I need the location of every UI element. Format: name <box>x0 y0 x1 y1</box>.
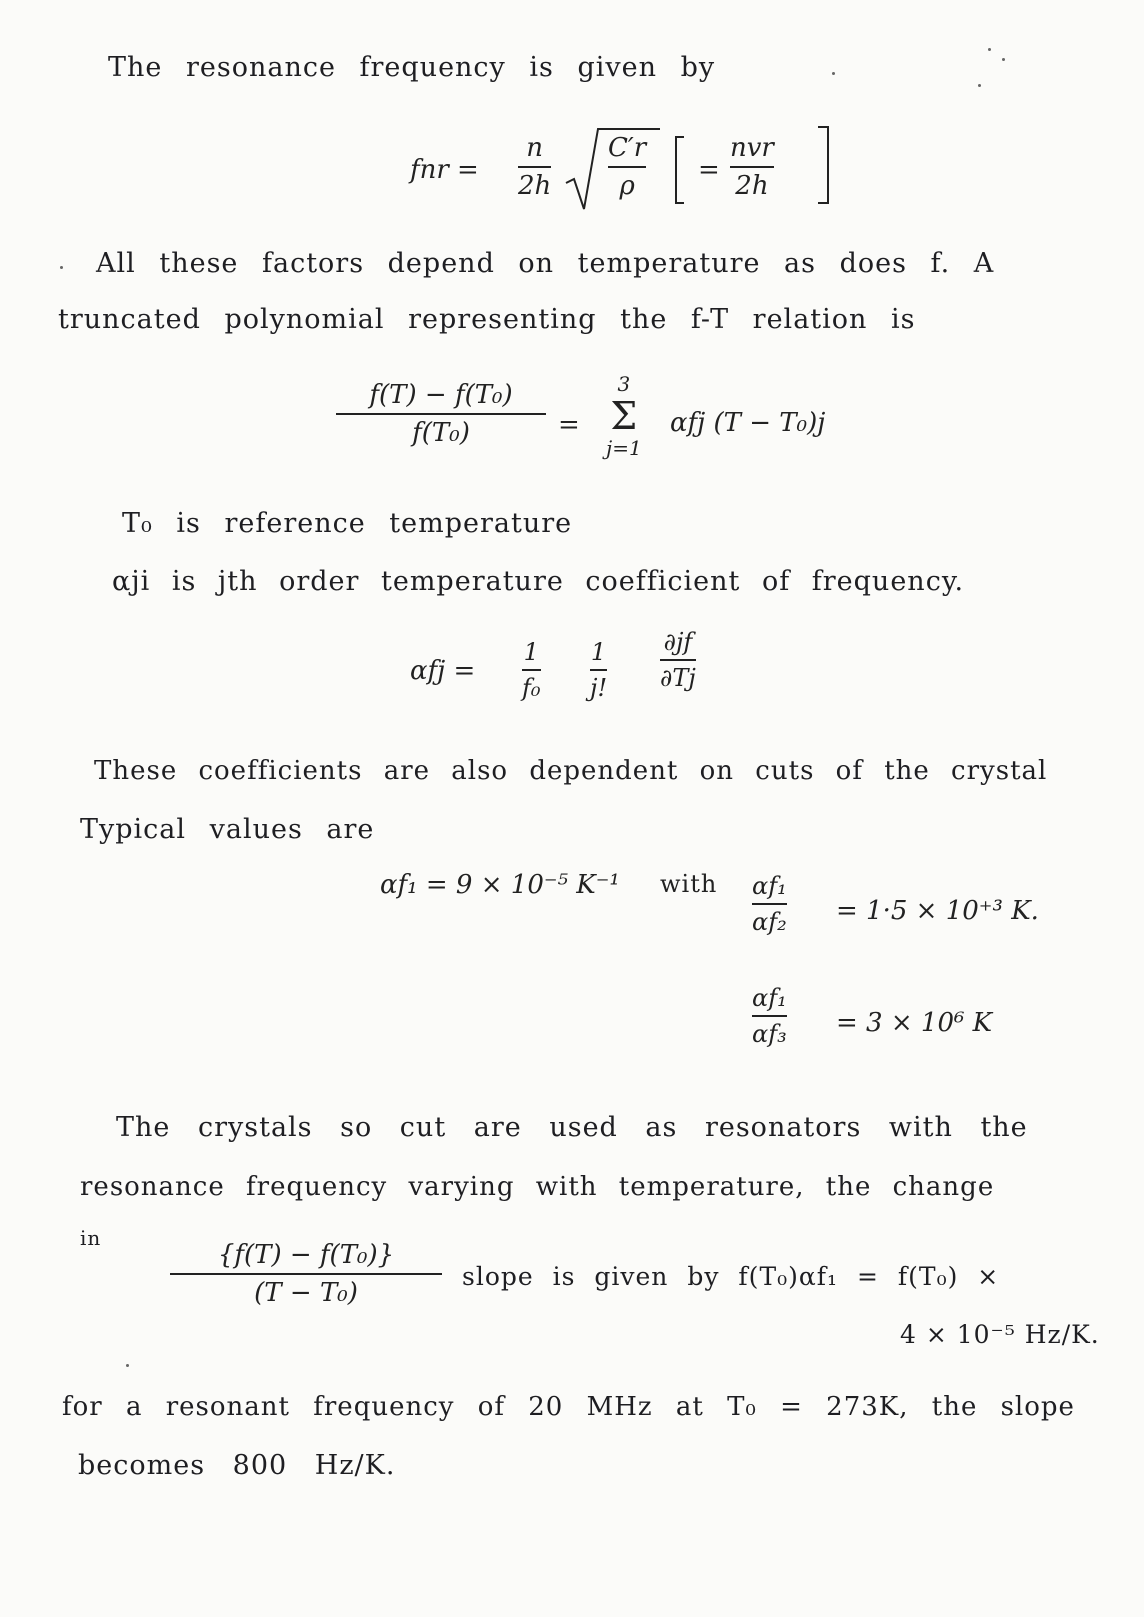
eq4-r1-num: αf₁ <box>752 872 787 900</box>
text-line-10: in <box>80 1226 102 1250</box>
eq5-num: {f(T) − f(T₀)} <box>217 1240 395 1270</box>
text-line-4: T₀ is reference temperature <box>122 508 573 539</box>
text-line-3: truncated polynomial representing the f-T relation is <box>58 304 916 335</box>
eq4-r1-den: αf₂ <box>752 908 787 936</box>
eq1-bracket-fraction <box>730 133 774 201</box>
eq4-r1-value: = 1·5 × 10⁺³ K. <box>836 896 1039 926</box>
text-line-14: becomes 800 Hz/K. <box>78 1450 396 1481</box>
eq3-f1-num: 1 <box>523 638 539 666</box>
text-line-2: All these factors depend on temperature as does f. A <box>96 248 995 279</box>
eq1-br-num: nvr <box>730 133 774 163</box>
eq1-sqrt-fraction <box>608 133 646 201</box>
eq2-num: f(T) − f(T₀) <box>369 380 513 410</box>
eq4-r2-num: αf₁ <box>752 984 787 1012</box>
eq2-equals: = <box>558 410 580 440</box>
speck <box>978 84 981 87</box>
eq5-den: (T − T₀) <box>254 1278 358 1308</box>
eq3-fraction-3 <box>660 628 696 692</box>
eq3-f2-num: 1 <box>590 638 607 666</box>
eq4-r2-den: αf₃ <box>752 1020 787 1048</box>
fraction-bar <box>752 1015 787 1017</box>
speck <box>1002 58 1005 61</box>
eq3-f1-den: f₀ <box>522 674 541 702</box>
eq4-ratio-2 <box>752 984 787 1048</box>
fraction-bar <box>336 413 546 415</box>
eq2-den: f(T₀) <box>412 418 470 448</box>
text-line-1: The resonance frequency is given by <box>108 52 716 83</box>
text-line-13: for a resonant frequency of 20 MHz at T₀ = 273K, the slope <box>62 1392 1075 1422</box>
eq4-ratio-1 <box>752 872 787 936</box>
eq1-coef-fraction <box>518 133 551 201</box>
left-bracket <box>672 135 688 205</box>
eq3-lhs: αfj = <box>410 656 476 686</box>
text-line-8: The crystals so cut are used as resonators with the <box>116 1112 1028 1143</box>
eq3-fraction-1 <box>522 638 541 702</box>
text-line-12: 4 × 10⁻⁵ Hz/K. <box>900 1320 1100 1349</box>
eq4-alpha1: αf₁ = 9 × 10⁻⁵ K⁻¹ <box>380 870 620 900</box>
eq1-sqrt-num: C′r <box>608 133 647 163</box>
text-line-7: Typical values are <box>80 814 375 845</box>
fraction-bar <box>752 903 787 905</box>
fraction-bar <box>660 659 696 661</box>
fraction-bar <box>170 1273 442 1275</box>
text-line-6: These coefficients are also dependent on cuts of the crystal <box>94 756 1048 786</box>
fraction-bar <box>730 166 774 168</box>
equation-coefficient-definition <box>410 624 790 724</box>
eq1-sqrt-den: ρ <box>619 171 635 201</box>
eq1-br-den: 2h <box>735 171 769 201</box>
eq1-bracket-eq: = <box>698 155 720 185</box>
text-line-9: resonance frequency varying with temperature, the change <box>80 1172 995 1202</box>
eq3-f3-num: ∂jf <box>663 628 693 656</box>
speck <box>988 48 991 51</box>
eq2-sum-top: 3 <box>617 372 631 396</box>
eq2-term: αfj (T − T₀)j <box>670 408 826 438</box>
speck <box>126 1364 129 1367</box>
text-line-5: αji is jth order temperature coefficient of frequency. <box>112 566 965 597</box>
speck <box>832 72 835 75</box>
speck <box>60 266 63 269</box>
eq1-lhs: fnr = <box>410 155 479 185</box>
eq3-f2-den: j! <box>590 674 608 702</box>
eq2-sum-bottom: j=1 <box>606 436 642 460</box>
eq2-sum-symbol: Σ <box>610 394 638 438</box>
eq1-coef-num: n <box>526 133 544 163</box>
equation-resonance-frequency <box>410 125 850 215</box>
text-line-11: slope is given by f(T₀)αf₁ = f(T₀) × <box>462 1262 1000 1291</box>
equation-polynomial <box>336 372 896 482</box>
eq3-fraction-2 <box>590 638 607 702</box>
fraction-bar <box>590 669 607 671</box>
eq4-with: with <box>660 870 718 898</box>
eq2-lhs-fraction <box>336 380 546 448</box>
eq5-slope-fraction <box>170 1240 442 1308</box>
eq2-summation <box>606 372 642 460</box>
eq1-coef-den: 2h <box>518 171 552 201</box>
fraction-bar <box>608 166 646 168</box>
fraction-bar <box>518 166 551 168</box>
right-bracket <box>814 125 834 205</box>
eq4-r2-value: = 3 × 10⁶ K <box>836 1008 993 1038</box>
eq3-f3-den: ∂Tj <box>660 664 696 692</box>
fraction-bar <box>522 669 541 671</box>
